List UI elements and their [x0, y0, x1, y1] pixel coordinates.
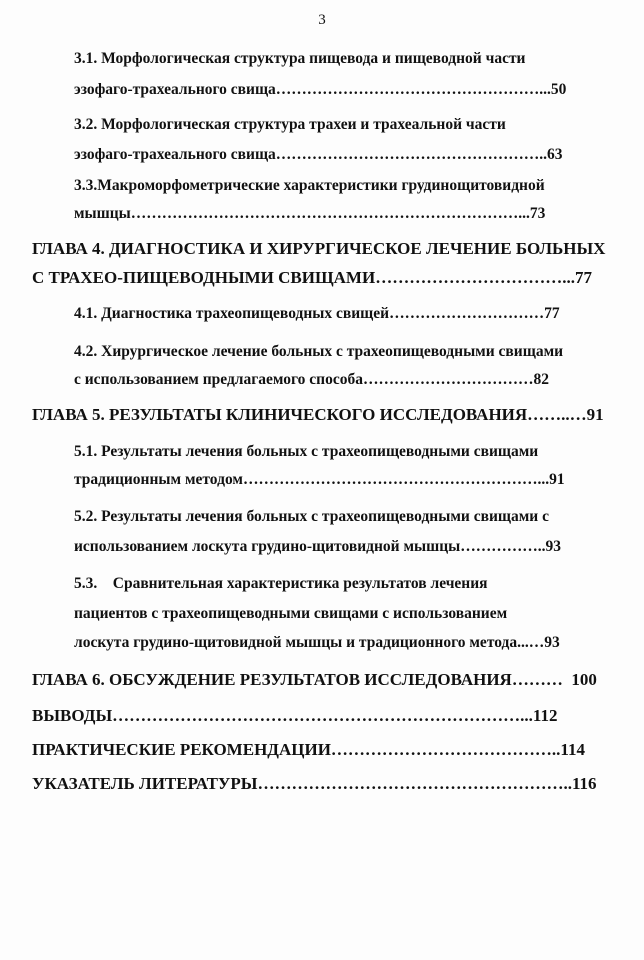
toc-entry-3-3-line2: мышцы…………………………………………………………………...73 — [74, 205, 546, 222]
toc-entry-4-1: 4.1. Диагностика трахеопищеводных свищей…………………………77 — [74, 305, 560, 322]
toc-entry-5-3-line1: 5.3. Сравнительная характеристика результатов лечения — [74, 575, 488, 592]
toc-entry-5-2-line1: 5.2. Результаты лечения больных с трахеопищеводными свищами с — [74, 508, 549, 525]
toc-entry-3-3-line1: 3.3.Макроморфометрические характеристики грудинощитовидной — [74, 177, 545, 194]
toc-entry-4-2-line2: с использованием предлагаемого способа……………………………82 — [74, 371, 549, 388]
toc-entry-5-3-line3: лоскута грудино-щитовидной мышцы и традиционного метода...…93 — [74, 634, 560, 651]
toc-references: УКАЗАТЕЛЬ ЛИТЕРАТУРЫ………………………………………………..116 — [32, 774, 597, 793]
toc-entry-3-2-line1: 3.2. Морфологическая структура трахеи и трахеальной части — [74, 116, 506, 133]
page-number: 3 — [318, 12, 326, 28]
toc-chapter-5: ГЛАВА 5. РЕЗУЛЬТАТЫ КЛИНИЧЕСКОГО ИССЛЕДОВАНИЯ……..…91 — [32, 405, 604, 424]
toc-entry-3-1-line2: эзофаго-трахеального свища……………………………………………...50 — [74, 81, 567, 98]
toc-entry-5-2-line2: использованием лоскута грудино-щитовидной мышцы……………..93 — [74, 538, 561, 555]
toc-chapter-4-line1: ГЛАВА 4. ДИАГНОСТИКА И ХИРУРГИЧЕСКОЕ ЛЕЧЕНИЕ БОЛЬНЫХ — [32, 239, 606, 258]
toc-entry-5-1-line2: традиционным методом…………………………………………………...91 — [74, 471, 565, 488]
toc-chapter-6: ГЛАВА 6. ОБСУЖДЕНИЕ РЕЗУЛЬТАТОВ ИССЛЕДОВАНИЯ……… 100 — [32, 670, 597, 689]
toc-practical-recommendations: ПРАКТИЧЕСКИЕ РЕКОМЕНДАЦИИ…………………………………..114 — [32, 740, 585, 759]
toc-entry-5-1-line1: 5.1. Результаты лечения больных с трахеопищеводными свищами — [74, 443, 539, 460]
toc-entry-3-1-line1: 3.1. Морфологическая структура пищевода и пищеводной части — [74, 50, 526, 67]
toc-conclusions: ВЫВОДЫ………………………………………………………………...112 — [32, 706, 558, 725]
toc-entry-3-2-line2: эзофаго-трахеального свища……………………………………………..63 — [74, 146, 563, 163]
toc-entry-4-2-line1: 4.2. Хирургическое лечение больных с трахеопищеводными свищами — [74, 343, 564, 360]
toc-entry-5-3-line2: пациентов с трахеопищеводными свищами с использованием — [74, 605, 508, 622]
toc-chapter-4-line2: С ТРАХЕО-ПИЩЕВОДНЫМИ СВИЩАМИ……………………………...77 — [32, 268, 592, 287]
